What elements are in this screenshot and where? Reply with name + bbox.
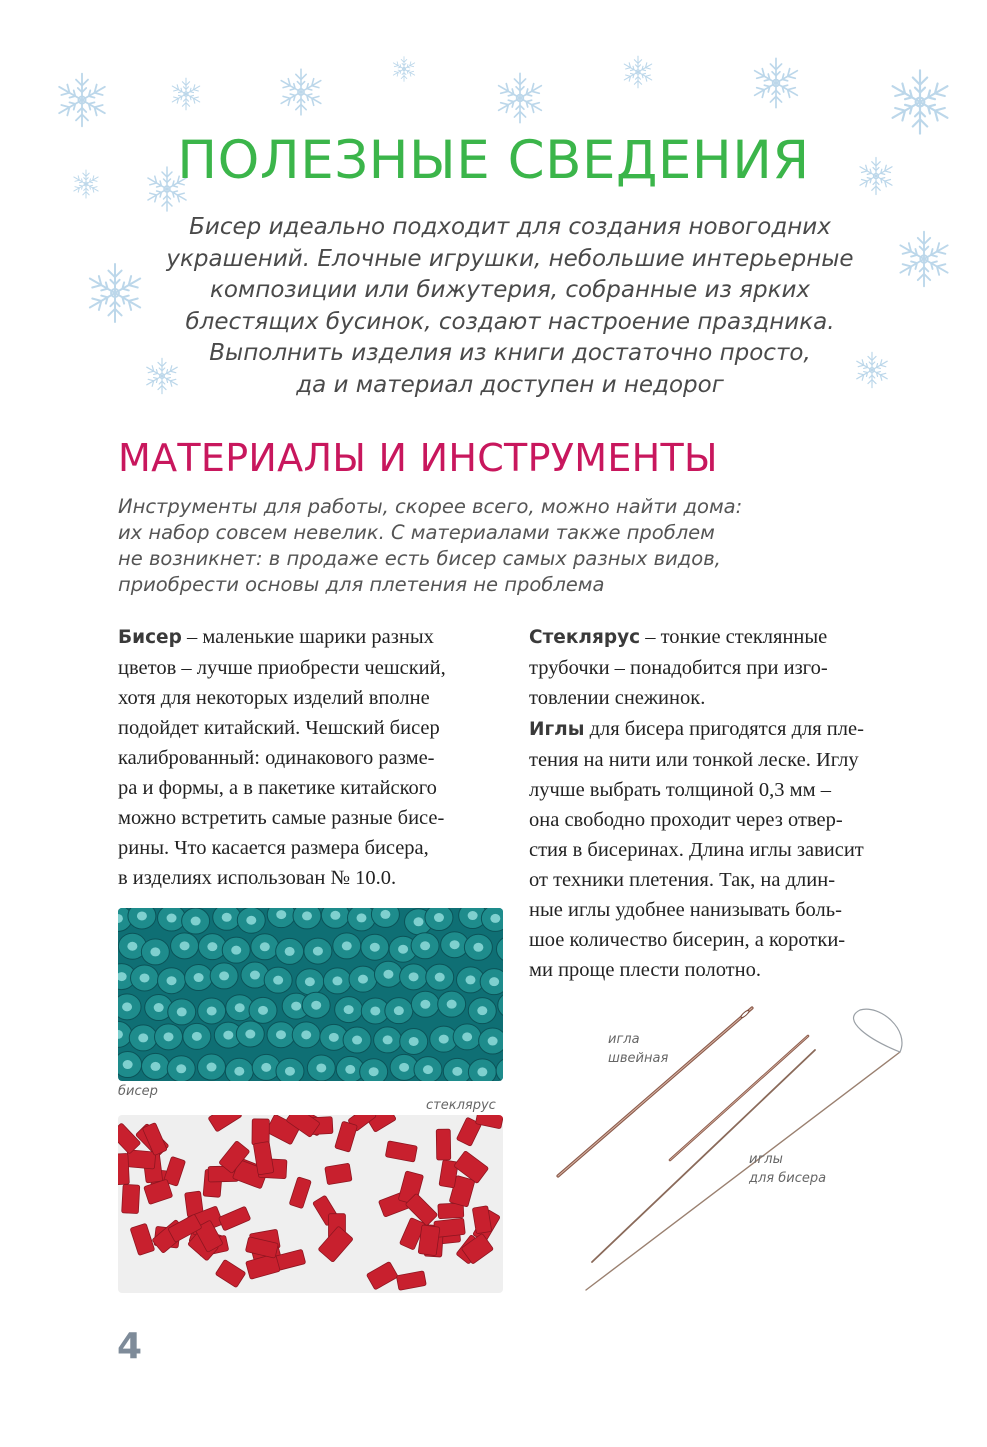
bead-shape [374, 1027, 402, 1053]
bead-shape [468, 1059, 496, 1081]
paragraph-line: хотя для некоторых изделий вполне [118, 687, 430, 709]
bead-shape [335, 997, 363, 1023]
bead-shape [323, 968, 351, 994]
bead-shape [198, 934, 226, 960]
bead-shape [168, 999, 196, 1025]
paragraph-line: можно встретить самые разные бисе- [118, 807, 445, 829]
caption-line: иглы [749, 1152, 783, 1167]
bead-shape [411, 933, 439, 959]
bead-shape [304, 938, 332, 964]
paragraph-line [529, 714, 914, 745]
bead-shape [222, 937, 250, 963]
bead-shape [158, 968, 186, 994]
bead-shape [171, 933, 199, 959]
caption-line: игла [608, 1032, 640, 1047]
lead-line: Инструменты для работы, скорее всего, можно найти дома: [118, 495, 743, 518]
bead-shape [183, 1023, 211, 1049]
bead-shape [414, 1057, 442, 1081]
caption-line: швейная [608, 1051, 669, 1066]
snowflake-icon [884, 66, 956, 138]
bugle-bead-shape [122, 1184, 140, 1213]
bead-shape [276, 1058, 304, 1081]
caption-line: для бисера [749, 1171, 827, 1186]
paragraph-line: от техники плетения. Так, на длин- [529, 869, 836, 891]
bead-shape [118, 1052, 142, 1078]
snowflake-icon [390, 55, 418, 83]
intro-line: украшений. Елочные игрушки, небольшие интерьерные [166, 245, 854, 272]
bead-shape [210, 963, 238, 989]
bead-shape [468, 998, 496, 1024]
bead-needles-caption [749, 1150, 826, 1188]
paragraph-line: цветов – лучше приобрести чешский, [118, 657, 446, 679]
bead-shape [276, 938, 304, 964]
paragraph-line: она свободно проходит через отвер- [529, 809, 843, 831]
bead-shape [264, 967, 292, 993]
bead-shape [213, 908, 241, 930]
intro-text [150, 212, 870, 401]
paragraph-line: рины. Что касается размера бисера, [118, 837, 429, 859]
bead-shape [141, 939, 169, 965]
intro-line: да и материал доступен и недорог [296, 371, 724, 398]
paragraph-text: – маленькие шарики разных [181, 626, 434, 648]
snowflake-icon [275, 66, 327, 118]
bead-shape [225, 1058, 253, 1081]
paragraph-line [118, 622, 503, 653]
snowflake-icon [82, 260, 148, 326]
snowflake-icon [52, 70, 112, 130]
bead-shape [343, 1027, 371, 1053]
intro-line: композиции или бижутерия, собранные из ярких [209, 277, 811, 303]
term-bugle: Стеклярус [529, 627, 641, 648]
bugle-caption: стеклярус [426, 1098, 496, 1113]
paragraph-line: ные иглы удобнее нанизывать боль- [529, 899, 842, 921]
bead-shape [167, 1056, 195, 1081]
paragraph-line: товлении снежинок. [529, 687, 706, 709]
lead-line: не возникнет: в продаже есть бисер самых разных видов, [118, 547, 721, 570]
bead-shape [131, 965, 159, 991]
snowflake-icon [620, 54, 656, 90]
bead-shape [155, 1024, 183, 1050]
paragraph-line: трубочки – понадобится при изго- [529, 657, 828, 679]
bead-shape [426, 964, 454, 990]
snowflake-icon [168, 76, 204, 112]
bead-shape [118, 994, 141, 1020]
intro-line: блестящих бусинок, создают настроение праздника. [185, 308, 835, 335]
snowflake-icon [492, 70, 548, 126]
lead-line: приобрести основы для плетения не проблема [118, 573, 605, 596]
bugle-bead-shape [436, 1129, 451, 1160]
bead-shape [333, 933, 361, 959]
page-number: 4 [117, 1326, 143, 1367]
paragraph-line: шое количество бисерин, а коротки- [529, 929, 846, 951]
bead-shape [374, 961, 402, 987]
section-lead [118, 494, 878, 598]
term-beads: Бисер [118, 627, 182, 648]
bugle-bead-shape [418, 1225, 440, 1256]
bead-shape [141, 1053, 169, 1079]
paragraph-text: для бисера пригодятся для пле- [584, 718, 864, 740]
paragraph-line [529, 622, 914, 653]
bead-shape [480, 969, 503, 995]
bead-shape [302, 992, 330, 1018]
needles-paragraph [529, 714, 914, 985]
bead-shape [361, 934, 389, 960]
bead-shape [307, 1055, 335, 1081]
paragraph-line: подойдет китайский. Чешский бисер [118, 717, 440, 739]
lead-line: их набор совсем невелик. С материалами также проблем [118, 521, 715, 544]
bead-shape [237, 908, 265, 933]
bead-shape [425, 908, 453, 931]
bead-shape [198, 998, 226, 1024]
snowflake-icon [893, 228, 955, 290]
paragraph-line: стия в бисеринах. Длина иглы зависит [529, 839, 864, 861]
bead-shape [464, 934, 492, 960]
bead-shape [185, 965, 213, 991]
intro-line: Бисер идеально подходит для создания новогодних [189, 214, 831, 240]
bugle-bead-shape [325, 1163, 352, 1185]
beads-caption: бисер [118, 1084, 158, 1099]
paragraph-line: лучше выбрать толщиной 0,3 мм – [529, 779, 831, 801]
bead-shape [267, 1022, 295, 1048]
bugle-bead-shape [252, 1119, 269, 1145]
bugle-paragraph [529, 622, 914, 713]
bead-shape [251, 934, 279, 960]
bead-shape [360, 1059, 388, 1081]
snowflake-icon [748, 55, 804, 111]
bead-shape [349, 966, 377, 992]
bead-shape [129, 1025, 157, 1051]
bead-shape [182, 908, 210, 934]
bead-shape [400, 1028, 428, 1054]
bead-shape [292, 1022, 320, 1048]
bugle-beads-photo [118, 1115, 503, 1293]
bead-shape [236, 1021, 264, 1047]
bead-shape [453, 1024, 481, 1050]
sewing-needle-caption [608, 1030, 668, 1068]
bead-shape [385, 998, 413, 1024]
term-needles: Иглы [529, 719, 585, 740]
bead-shape [400, 964, 428, 990]
paragraph-line: ми проще плести полотно. [529, 959, 761, 981]
paragraph-line: ра и формы, а в пакетике китайского [118, 777, 437, 799]
beads-paragraph [118, 622, 503, 893]
bead-shape [293, 908, 321, 929]
bead-shape [411, 991, 439, 1017]
page-title: ПОЛЕЗНЫЕ СВЕДЕНИЯ [177, 130, 810, 191]
paragraph-text: – тонкие стеклянные [640, 626, 828, 648]
paragraph-line: в изделиях использован № 10.0. [118, 867, 397, 889]
beads-photo [118, 908, 503, 1081]
section-title: МАТЕРИАЛЫ И ИНСТРУМЕНТЫ [118, 436, 718, 480]
bead-shape [296, 969, 324, 995]
bugle-bead-shape [118, 1153, 129, 1184]
bead-shape [249, 997, 277, 1023]
bead-shape [479, 1028, 503, 1054]
intro-line: Выполнить изделия из книги достаточно просто, [209, 340, 811, 366]
needles-illustration [540, 1000, 940, 1300]
paragraph-line: тения на нити или тонкой леске. Иглу [529, 749, 859, 771]
bead-shape [128, 908, 156, 929]
bead-shape [198, 1054, 226, 1080]
bead-shape [443, 1058, 471, 1081]
paragraph-line: калиброванный: одинакового разме- [118, 747, 435, 769]
bead-shape [438, 991, 466, 1017]
